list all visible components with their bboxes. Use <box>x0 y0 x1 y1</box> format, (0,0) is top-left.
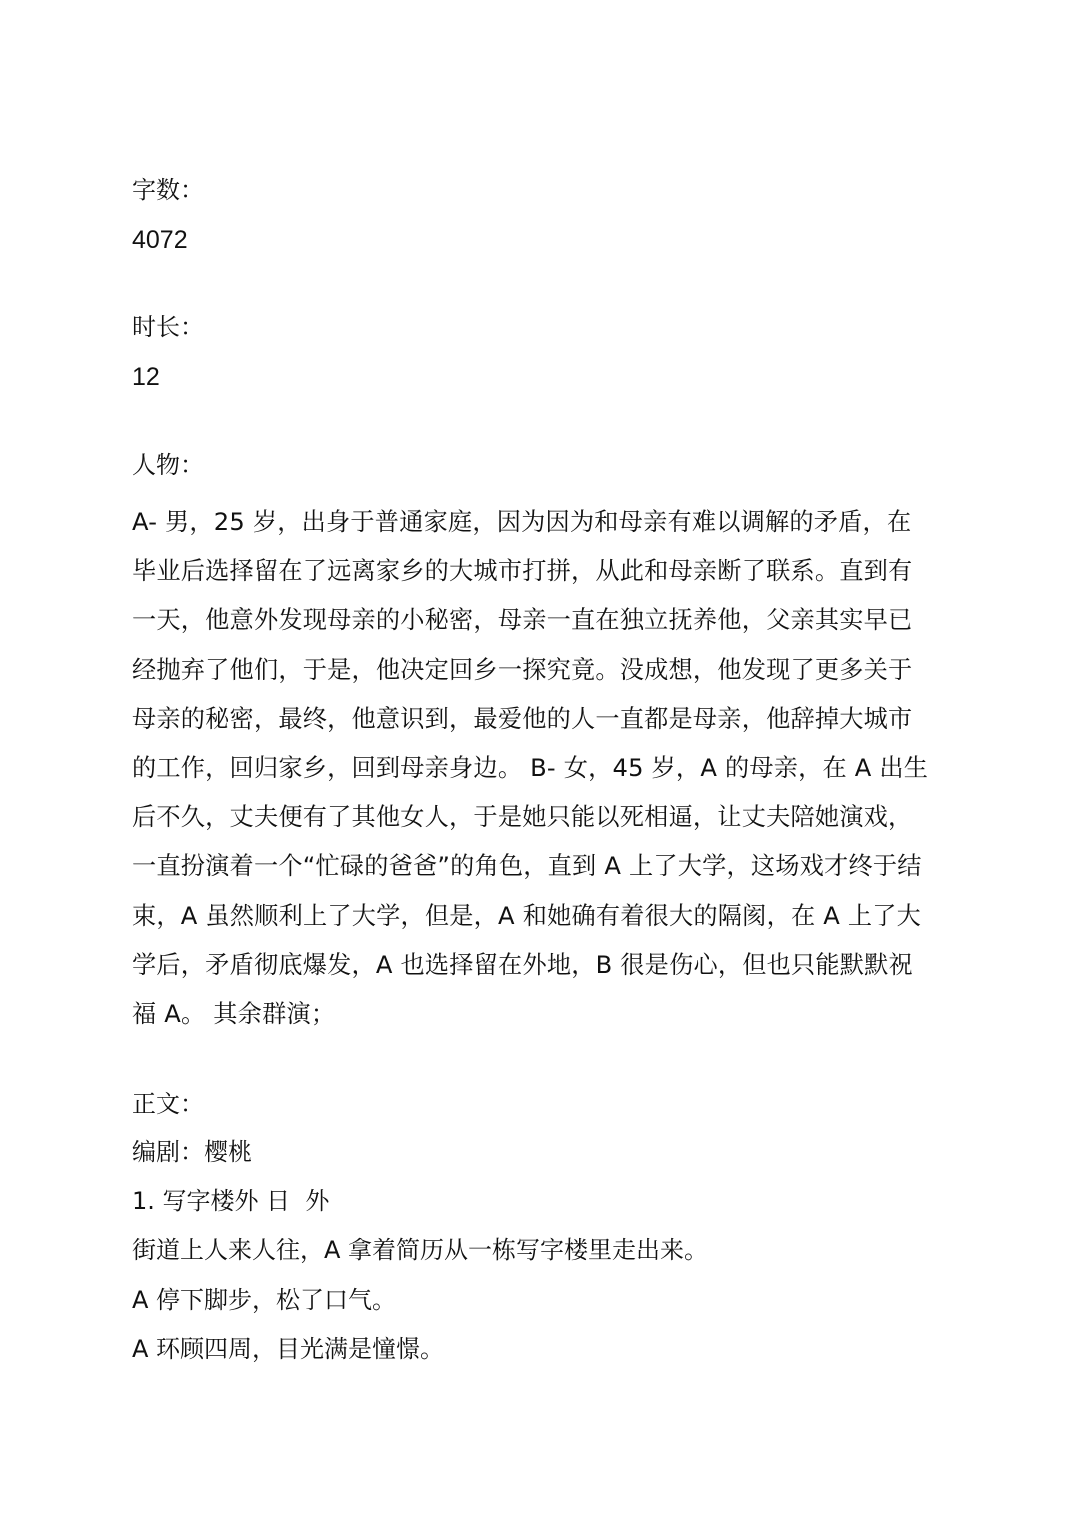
scene-action-line: 街道上人来人往，A 拿着简历从一栋写字楼里走出来。 <box>132 1236 709 1264</box>
scene-heading: 1. 写字楼外 日 外 <box>132 1187 330 1215</box>
characters-label: 人物： <box>132 451 204 479</box>
characters-description <box>132 498 952 1039</box>
characters-line: 后不久，丈夫便有了其他女人，于是她只能以死相逼，让丈夫陪她演戏， <box>132 803 913 832</box>
scene-action-line: A 停下脚步，松了口气。 <box>132 1286 397 1314</box>
duration-label: 时长： <box>132 313 204 341</box>
characters-line: 的工作，回归家乡，回到母亲身边。 B- 女，45 岁，A 的母亲，在 A 出生 <box>132 754 929 783</box>
characters-line: 束，A 虽然顺利上了大学，但是，A 和她确有着很大的隔阂，在 A 上了大 <box>132 901 922 930</box>
characters-line: 母亲的秘密，最终，他意识到，最爱他的人一直都是母亲，他辞掉大城市 <box>132 704 913 733</box>
word-count-label: 字数： <box>132 176 204 204</box>
characters-line: 福 A。 其余群演； <box>132 1000 336 1029</box>
duration-value: 12 <box>132 363 160 391</box>
characters-line: 毕业后选择留在了远离家乡的大城市打拼，从此和母亲断了联系。直到有 <box>132 557 913 586</box>
characters-line: 学后，矛盾彻底爆发，A 也选择留在外地，B 很是伤心，但也只能默默祝 <box>132 950 913 979</box>
screenwriter-line: 编剧：樱桃 <box>132 1138 252 1166</box>
characters-line: A- 男，25 岁，出身于普通家庭，因为因为和母亲有难以调解的矛盾，在 <box>132 508 912 536</box>
characters-line: 一直扮演着一个“忙碌的爸爸”的角色，直到 A 上了大学，这场戏才终于结 <box>132 852 922 881</box>
body-label: 正文： <box>132 1090 204 1118</box>
scene-action-line: A 环顾四周，目光满是憧憬。 <box>132 1335 445 1363</box>
word-count-value: 4072 <box>132 226 188 254</box>
characters-line: 经抛弃了他们，于是，他决定回乡一探究竟。没成想，他发现了更多关于 <box>132 655 913 684</box>
characters-line: 一天，他意外发现母亲的小秘密，母亲一直在独立抚养他，父亲其实早已 <box>132 606 913 635</box>
